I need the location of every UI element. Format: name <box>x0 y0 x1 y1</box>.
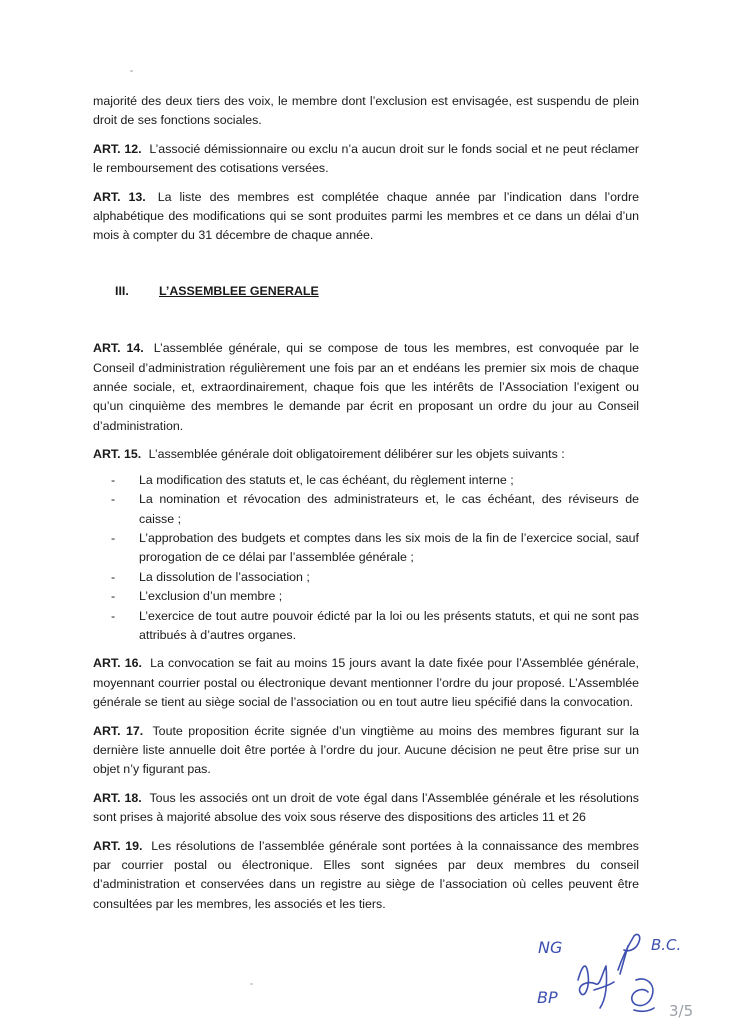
article-text: L’assemblée générale doit obligatoirement délibérer sur les objets suivants : <box>148 447 565 462</box>
article-number: ART. 13. <box>93 189 146 204</box>
signature-stroke <box>634 1008 654 1011</box>
article-text: La convocation se fait au moins 15 jours avant la date fixée pour l’Assemblée générale, moyennant courrier postal ou électronique devant mentionner l’ordre du jour proposé. L’Assemblée générale se tient au siège social de l’association ou en tout autre lieu spécifié dans la convocation. <box>93 656 639 710</box>
article-text: Tous les associés ont un droit de vote égal dans l’Assemblée générale et les résolutions sont prises à majorité absolue des voix sous réserve des dispositions des articles 11 et 26 <box>93 790 640 825</box>
section-number: III. <box>115 283 129 298</box>
signature-stroke <box>594 982 614 990</box>
list-item: - La modification des statuts et, le cas échéant, du règlement interne ; <box>93 471 639 490</box>
article-number: ART. 19. <box>93 838 143 853</box>
list-item: - La dissolution de l’association ; <box>93 568 639 587</box>
article-number: ART. 12. <box>93 141 142 156</box>
list-item: - L’approbation des budgets et comptes dans les six mois de la fin de l’exercice social, sauf prorogation de ce délai par l’assemblée générale ; <box>93 529 639 568</box>
article-16 <box>93 654 639 712</box>
paragraph-text: majorité des deux tiers des voix, le membre dont l’exclusion est envisagée, est suspendu de plein droit de ses fonctions sociales. <box>93 94 639 128</box>
signature-stroke <box>632 979 653 1006</box>
paragraph-continuation <box>93 92 639 131</box>
document-body <box>93 92 639 923</box>
article-number: ART. 14. <box>93 341 144 356</box>
section-title: L’ASSEMBLEE GENERALE <box>159 283 319 298</box>
scan-speck <box>130 70 133 72</box>
article-15-list <box>93 471 639 646</box>
article-text: Toute proposition écrite signée d’un vingtième au moins des membres figurant sur la dernière liste annuelle doit être portée à l’ordre du jour. Aucune décision ne peut être prise sur un objet n’y figurant pas. <box>93 723 639 777</box>
article-14 <box>93 339 639 436</box>
handwritten-page-number: 3/5 <box>669 1002 694 1020</box>
article-text: L’associé démissionnaire ou exclu n’a aucun droit sur le fonds social et ne peut réclamer le remboursement des cotisations versées. <box>93 141 639 176</box>
article-15 <box>93 445 639 464</box>
article-13 <box>93 188 639 246</box>
handwritten-initials-ng: NG <box>538 938 563 957</box>
article-17 <box>93 722 639 780</box>
list-item: - L’exercice de tout autre pouvoir édicté par la loi ou les présents statuts, et qui ne sont pas attribués à d’autres organes. <box>93 607 639 646</box>
article-12 <box>93 140 639 179</box>
article-text: L’assemblée générale, qui se compose de tous les membres, est convoquée par le Conseil d’administration régulièrement une fois par an et endéans les premier six mois de chaque année sociale, et, extraordinairement, chaque fois que les intérêts de l’Association l’exigent ou qu’un cinquième des membres le demande par écrit en proposant un ordre du jour au Conseil d’administration. <box>93 341 639 433</box>
handwritten-initials-bp: BP <box>537 988 558 1007</box>
article-text: Les résolutions de l’assemblée générale sont portées à la connaissance des membres par courrier postal ou électronique. Elles sont signées par deux membres du conseil d’administration et conservées dans un registre au siège de l’association où celles peuvent être consultées par les membres, les associés et les tiers. <box>93 838 639 911</box>
scan-speck <box>250 983 253 985</box>
article-number: ART. 15. <box>93 447 142 462</box>
article-number: ART. 17. <box>93 723 144 738</box>
list-item: - L’exclusion d’un membre ; <box>93 587 639 606</box>
article-number: ART. 16. <box>93 656 142 671</box>
section-heading <box>93 282 639 301</box>
article-19 <box>93 837 639 915</box>
signature-stroke <box>618 934 640 970</box>
list-item: - La nomination et révocation des administrateurs et, le cas échéant, des réviseurs de caisse ; <box>93 490 639 529</box>
article-18 <box>93 789 639 828</box>
handwritten-initials-bc: B.C. <box>651 936 682 954</box>
article-number: ART. 18. <box>93 790 142 805</box>
article-text: La liste des membres est complétée chaque année par l’indication dans l’ordre alphabétique des modifications qui se sont produites parmi les membres et ce dans un délai d’un mois à compter du 31 décembre de chaque année. <box>93 189 640 243</box>
